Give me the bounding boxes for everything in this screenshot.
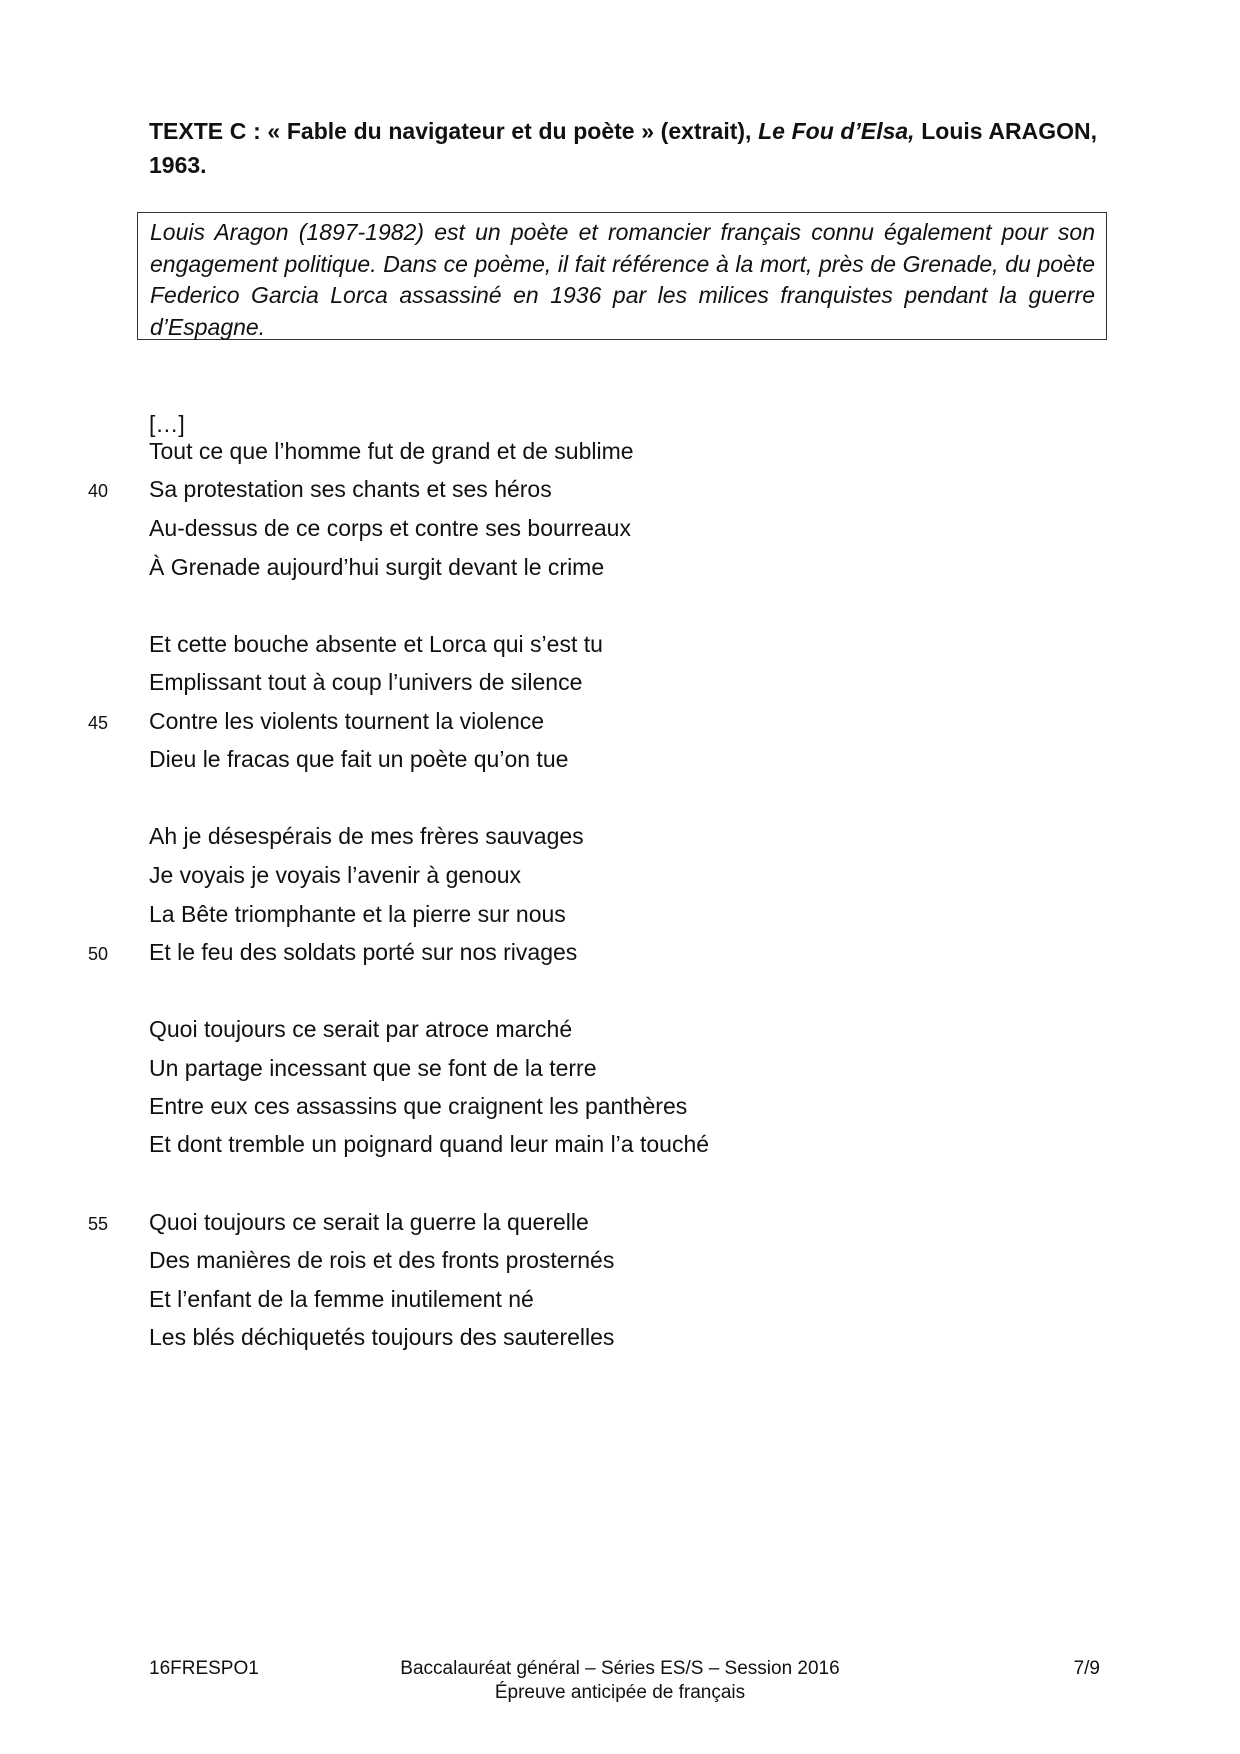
verse-line: Sa protestation ses chants et ses héros xyxy=(149,476,552,502)
verse-line: Quoi toujours ce serait par atroce marché xyxy=(149,1016,573,1042)
verse-line: Un partage incessant que se font de la terre xyxy=(149,1055,597,1081)
footer-exam-info xyxy=(330,1657,910,1705)
verse-line: Dieu le fracas que fait un poète qu’on tue xyxy=(149,746,569,772)
verse-line: Et l’enfant de la femme inutilement né xyxy=(149,1286,534,1312)
work-title: Le Fou d’Elsa, xyxy=(758,118,915,144)
title-part1: TEXTE C : « Fable du navigateur et du poète » (extrait), xyxy=(149,118,759,144)
line-number: 40 xyxy=(88,481,109,501)
verse-line: Emplissant tout à coup l’univers de silence xyxy=(149,669,583,695)
line-number: 55 xyxy=(88,1214,109,1234)
verse-line: Les blés déchiquetés toujours des sauterelles xyxy=(149,1324,615,1350)
line-number: 50 xyxy=(88,944,109,964)
footer-exam-line1: Baccalauréat général – Séries ES/S – Session 2016 xyxy=(400,1658,840,1679)
intro-box xyxy=(137,212,1107,340)
verse-line: La Bête triomphante et la pierre sur nous xyxy=(149,901,566,927)
poem-ellipsis: […] xyxy=(149,411,185,437)
verse-line: Contre les violents tournent la violence xyxy=(149,708,545,734)
verse-line: Ah je désespérais de mes frères sauvages xyxy=(149,823,584,849)
verse-line: Au-dessus de ce corps et contre ses bourreaux xyxy=(149,515,631,541)
line-number: 45 xyxy=(88,713,109,733)
footer-exam-line2: Épreuve anticipée de français xyxy=(494,1682,746,1703)
verse-line: À Grenade aujourd’hui surgit devant le crime xyxy=(149,554,605,580)
page-number: 7/9 xyxy=(1073,1658,1100,1679)
intro-text: Louis Aragon (1897-1982) est un poète et romancier français connu également pour son engagement politique. Dans ce poème, il fait référence à la mort, près de Grenade, du poète Federico Garcia Lorca assassiné en 1936 par les milices franquistes pendant la guerre d’Espagne. xyxy=(150,219,1095,340)
verse-line: Et le feu des soldats porté sur nos rivages xyxy=(149,939,578,965)
verse-line: Tout ce que l’homme fut de grand et de sublime xyxy=(149,438,634,464)
verse-line: Entre eux ces assassins que craignent les panthères xyxy=(149,1093,688,1119)
verse-line: Des manières de rois et des fronts prosternés xyxy=(149,1247,615,1273)
footer-exam-code: 16FRESPO1 xyxy=(149,1658,259,1679)
text-title xyxy=(149,114,1097,182)
verse-line: Je voyais je voyais l’avenir à genoux xyxy=(149,862,522,888)
verse-line: Et cette bouche absente et Lorca qui s’est tu xyxy=(149,631,603,657)
verse-line: Quoi toujours ce serait la guerre la querelle xyxy=(149,1209,589,1235)
verse-line: Et dont tremble un poignard quand leur main l’a touché xyxy=(149,1131,710,1157)
title-part2: Louis ARAGON, 1963. xyxy=(149,118,1097,178)
